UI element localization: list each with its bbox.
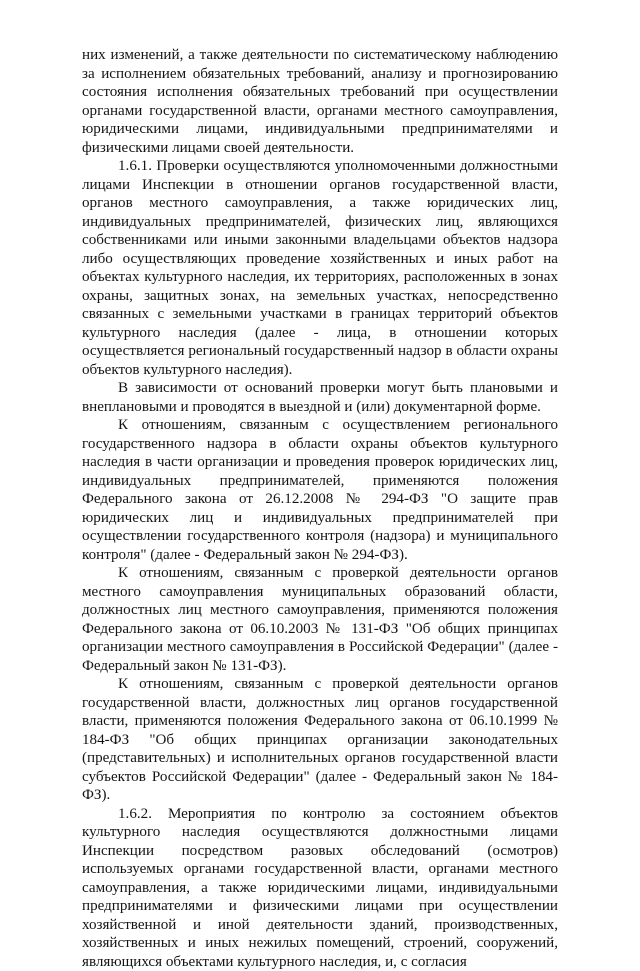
- document-page: [82, 46, 558, 971]
- paragraph-law-294: К отношениям, связанным с осуществлением регионального государственного надзора в области охраны объектов культурного наследия в части организации и проведения проверок юридических лиц, индивидуальных предпринимателей, применяются положения Федерального закона от 26.12.2008 № 294-ФЗ "О защите прав юридических лиц и индивидуальных предпринимателей при осуществлении государственного контроля (надзора) и муниципального контроля" (далее - Федеральный закон № 294-ФЗ).: [82, 416, 558, 564]
- paragraph-law-184: К отношениям, связанным с проверкой деятельности органов государственной власти, должностных лиц органов государственной власти, применяются положения Федерального закона от 06.10.1999 № 184-ФЗ "Об общих принципах организации законодательных (представительных) и исполнительных органов государственной власти субъектов Российской Федерации" (далее - Федеральный закон № 184-ФЗ).: [82, 675, 558, 805]
- paragraph-1-6-1: 1.6.1. Проверки осуществляются уполномоченными должностными лицами Инспекции в отношении органов государственной власти, органов местного самоуправления, а также юридических лиц, индивидуальных предпринимателей, физических лиц, являющихся собственниками или иными законными владельцами объектов надзора либо осуществляющих проведение хозяйственных и иных работ на объектах культурного наследия, их территориях, расположенных в зонах охраны, защитных зонах, на земельных участках, непосредственно связанных с земельными участками в границах территорий объектов культурного наследия (далее - лица, в отношении которых осуществляется региональный государственный надзор в области охраны объектов культурного наследия).: [82, 157, 558, 379]
- paragraph-1-6-2: 1.6.2. Мероприятия по контролю за состоянием объектов культурного наследия осуществляются должностными лицами Инспекции посредством разовых обследований (осмотров) используемых органами государственной власти, органами местного самоуправления, а также юридическими лицами, индивидуальными предпринимателями и физическими лицами при осуществлении хозяйственной и иной деятельности зданий, производственных, хозяйственных и иных нежилых помещений, строений, сооружений, являющихся объектами культурного наследия, и, с согласия: [82, 805, 558, 971]
- paragraph-law-131: К отношениям, связанным с проверкой деятельности органов местного самоуправления муниципальных образований области, должностных лиц местного самоуправления, применяются положения Федерального закона от 06.10.2003 № 131-ФЗ "Об общих принципах организации местного самоуправления в Российской Федерации" (далее - Федеральный закон № 131-ФЗ).: [82, 564, 558, 675]
- paragraph-inspection-types: В зависимости от оснований проверки могут быть плановыми и внеплановыми и проводятся в выездной и (или) документарной форме.: [82, 379, 558, 416]
- paragraph-continuation: них изменений, а также деятельности по систематическому наблюдению за исполнением обязательных требований, анализу и прогнозированию состояния исполнения обязательных требований при осуществлении органами государственной власти, органами местного самоуправления, юридическими лицами, индивидуальными предпринимателями и физическими лицами своей деятельности.: [82, 46, 558, 157]
